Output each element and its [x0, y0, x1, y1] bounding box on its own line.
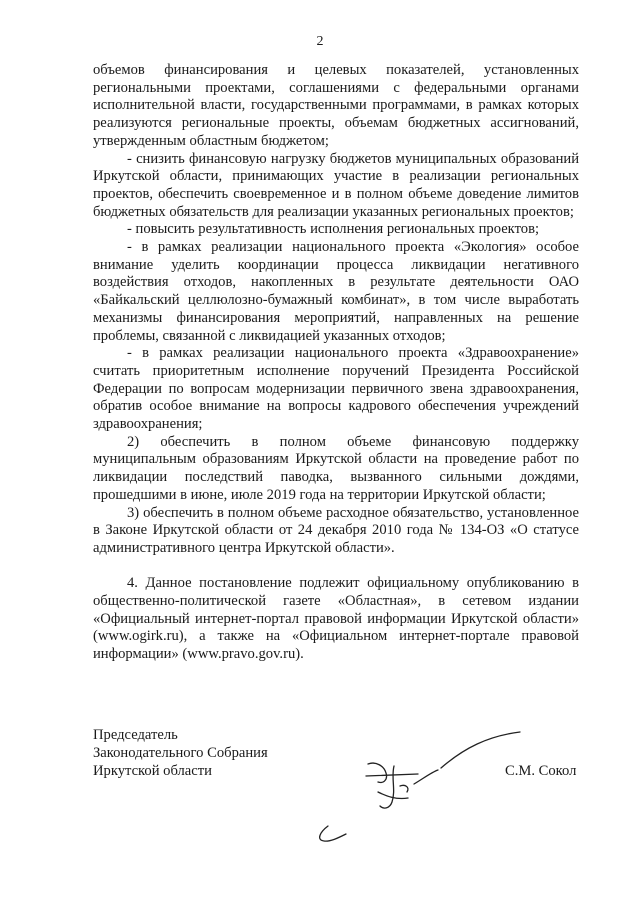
paragraph-continuation: объемов финансирования и целевых показателей, установленных региональными проектами, соглашениями с федеральными органами исполнительной власти, государственными программами, в рамках которых реализуются региональные проекты, объемам бюджетных ассигнований, утвержденным областным бюджетом;: [93, 62, 579, 149]
signatory-title-line-2: Законодательного Собрания: [93, 744, 268, 761]
signatory-title: [93, 727, 268, 780]
page-number: 2: [316, 34, 324, 49]
signer-name: С.М. Сокол: [505, 763, 577, 779]
paragraph-4-publication: 4. Данное постановление подлежит официальному опубликованию в общественно-политической газете «Областная», в сетевом издании «Официальный интернет-портал правовой информации Иркутской области» (www.ogirk.ru), а также на «Официальном интернет-портале правовой информации» (www.pravo.gov.ru).: [93, 575, 579, 663]
paragraph-item-2-flood-support: 2) обеспечить в полном объеме финансовую поддержку муниципальным образованиям Иркутской области на проведение работ по ликвидации последствий паводка, вызванного сильными дождями, прошедшими в июне, июле 2019 года на территории Иркутской области;: [93, 433, 579, 503]
paragraph-bullet-municipal-budgets: - снизить финансовую нагрузку бюджетов муниципальных образований Иркутской области, принимающих участие в реализации региональных проектов, обеспечить своевременное и в полном объеме доведение лимитов бюджетных обязательств для реализации указанных региональных проектов;: [93, 150, 579, 220]
handwritten-signature: [306, 726, 526, 850]
paragraph-item-3-administrative-center: 3) обеспечить в полном объеме расходное обязательство, установленное в Законе Иркутской области от 24 декабря 2010 года № 134-ОЗ «О статусе административного центра Иркутской области».: [93, 504, 579, 556]
paragraph-bullet-healthcare: - в рамках реализации национального проекта «Здравоохранение» считать приоритетным исполнение поручений Президента Российской Федерации по вопросам модернизации первичного звена здравоохранения, обратив особое внимание на вопросы кадрового обеспечения учреждений здравоохранения;: [93, 345, 579, 433]
paragraph-bullet-ecology: - в рамках реализации национального проекта «Экология» особое внимание уделить координации процесса ликвидации негативного воздействия отходов, накопленных в результате деятельности ОАО «Байкальский целлюлозно-бумажный комбинат», в том числе выработать механизмы финансирования мероприятий, направленных на решение проблемы, связанной с ликвидацией указанных отходов;: [93, 239, 579, 344]
paragraph-bullet-effectiveness: - повысить результативность исполнения региональных проектов;: [127, 221, 540, 238]
document-body: [93, 62, 579, 664]
signatory-title-line-1: Председатель: [93, 727, 178, 743]
signatory-title-line-3: Иркутской области: [93, 762, 212, 779]
